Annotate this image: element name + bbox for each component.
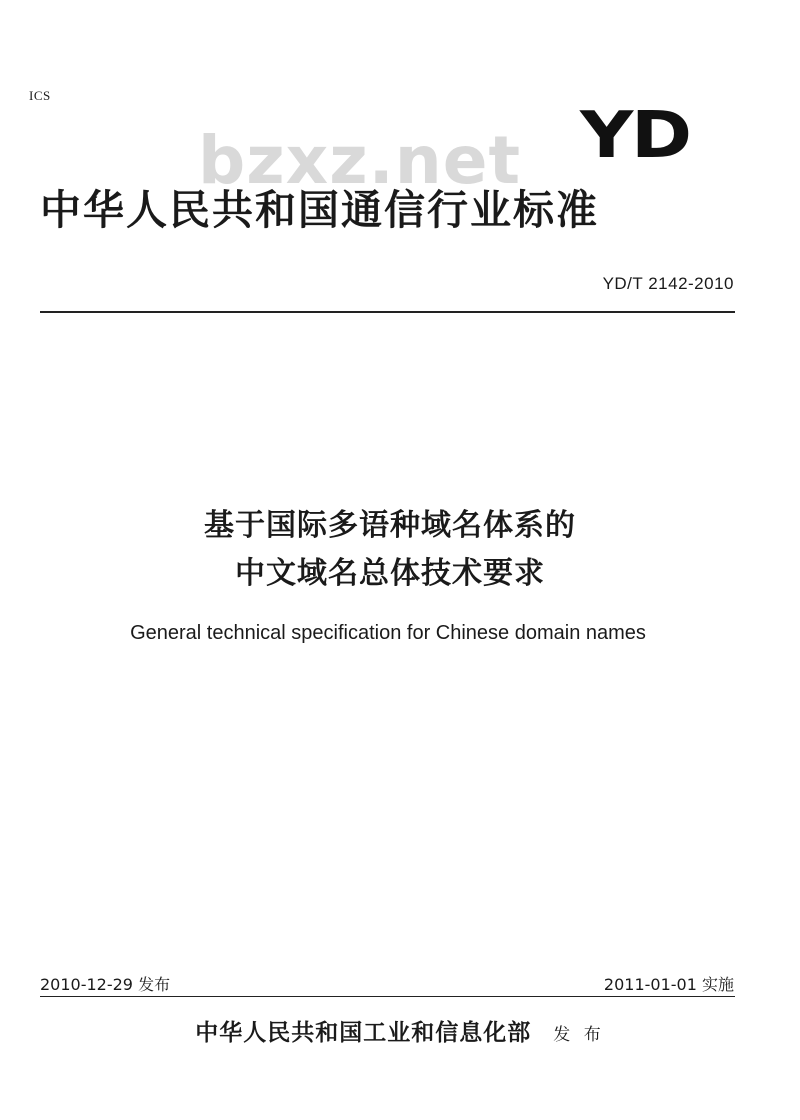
- header-divider: [40, 311, 735, 313]
- publisher-name: 中华人民共和国工业和信息化部: [195, 1019, 532, 1046]
- standard-code: YD/T 2142-2010: [602, 274, 734, 293]
- yd-logo: YD: [580, 99, 690, 173]
- document-title-cn-line2: 中文域名总体技术要求: [235, 556, 545, 591]
- ics-label: ICS: [29, 88, 51, 103]
- publish-action: 发 布: [553, 1025, 605, 1045]
- document-title-cn-line1: 基于国际多语种域名体系的: [204, 508, 576, 543]
- footer-divider: [40, 996, 735, 997]
- standard-title: 中华人民共和国通信行业标准: [40, 186, 599, 234]
- publisher-line: [0, 1014, 800, 1047]
- issue-date: 2010-12-29 发布: [40, 975, 171, 994]
- implement-date: 2011-01-01 实施: [603, 975, 734, 994]
- watermark-text: bzxz.net: [198, 122, 522, 199]
- document-title-en: General technical specification for Chinese domain names: [130, 622, 646, 644]
